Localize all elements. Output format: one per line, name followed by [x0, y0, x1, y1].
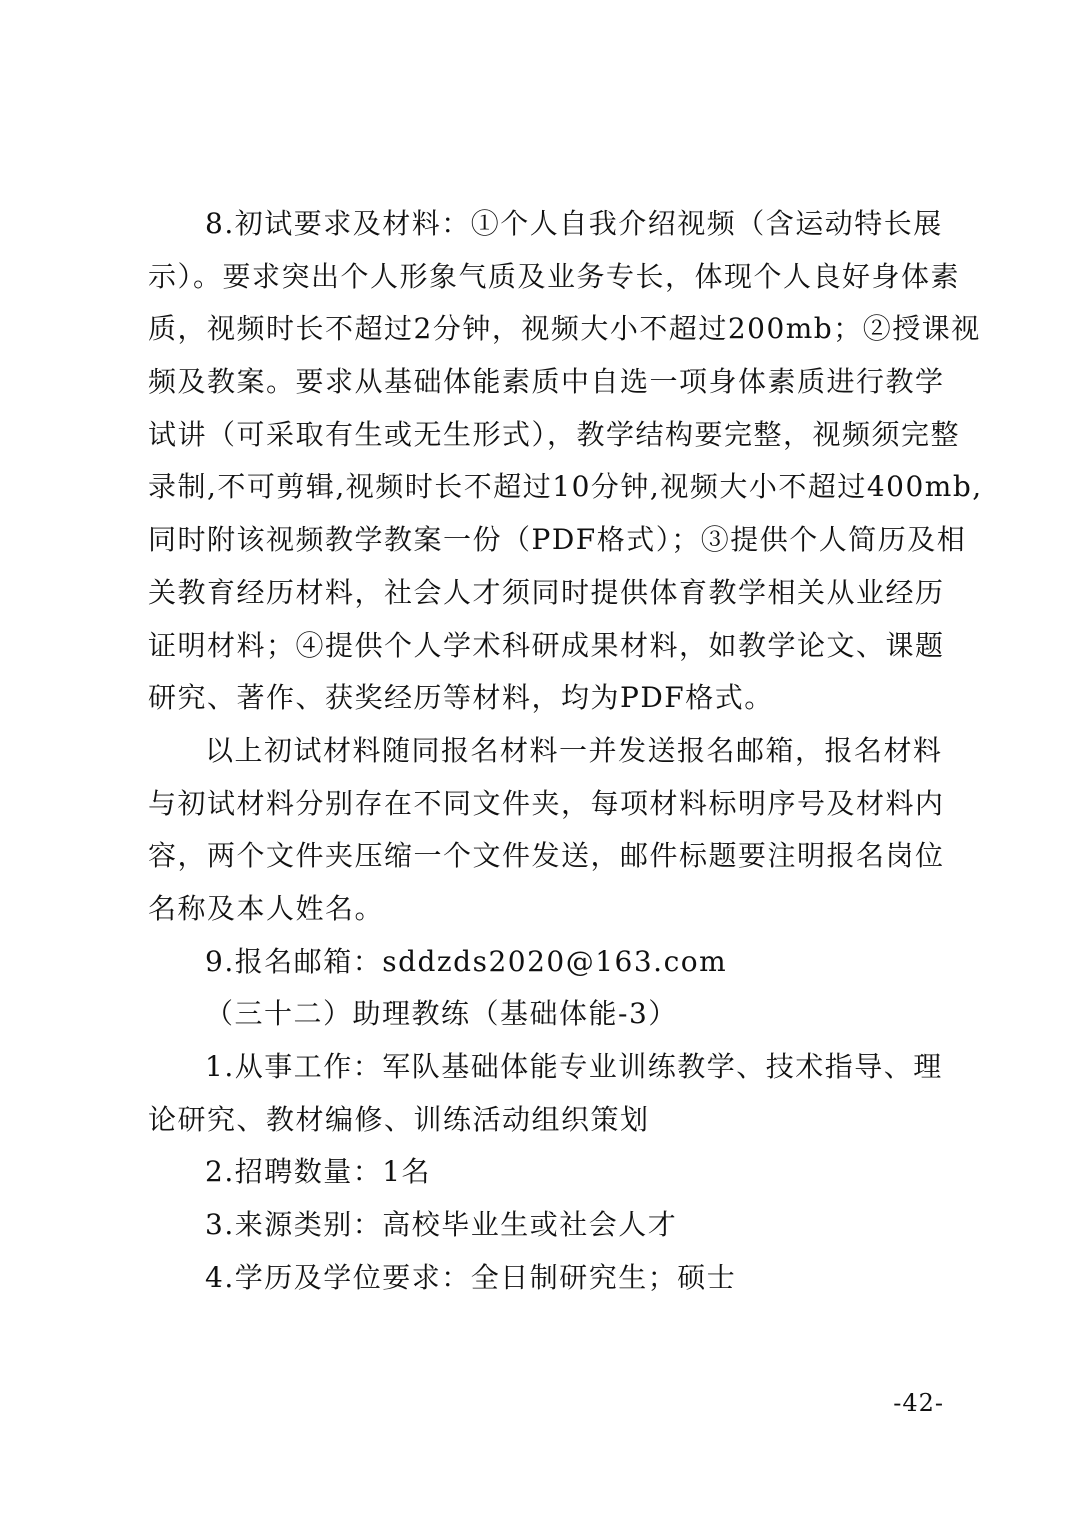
- section-heading: （三十二）助理教练（基础体能-3）: [205, 997, 678, 1031]
- page-number: -42-: [893, 1389, 944, 1417]
- text-line: 质，视频时长不超过2分钟，视频大小不超过200mb；②授课视: [148, 312, 981, 346]
- text-line: 关教育经历材料，社会人才须同时提供体育教学相关从业经历: [148, 575, 945, 609]
- text-line: 同时附该视频教学教案一份（PDF格式）；③提供个人简历及相: [148, 523, 967, 557]
- text-line: 2.招聘数量：1名: [205, 1155, 432, 1189]
- text-line: 名称及本人姓名。: [148, 891, 385, 925]
- text-line: 研究、著作、获奖经历等材料，均为PDF格式。: [148, 681, 774, 715]
- email-line: 9.报名邮箱：sddzds2020@163.com: [205, 944, 728, 978]
- text-line: 1.从事工作：军队基础体能专业训练教学、技术指导、理: [205, 1050, 943, 1083]
- text-line: 论研究、教材编修、训练活动组织策划: [148, 1102, 650, 1136]
- text-line: 与初试材料分别存在不同文件夹，每项材料标明序号及材料内: [148, 786, 945, 820]
- text-line: 3.来源类别：高校毕业生或社会人才: [205, 1208, 678, 1242]
- text-line: 示）。要求突出个人形象气质及业务专长，体现个人良好身体素: [148, 259, 961, 293]
- body-text: [148, 198, 983, 1304]
- text-line: 证明材料；④提供个人学术科研成果材料，如教学论文、课题: [148, 628, 945, 662]
- text-line: 8.初试要求及材料：①个人自我介绍视频（含运动特长展: [205, 207, 943, 240]
- text-line: 以上初试材料随同报名材料一并发送报名邮箱，报名材料: [205, 733, 943, 767]
- text-line: 试讲（可采取有生或无生形式），教学结构要完整，视频须完整: [148, 417, 961, 451]
- text-line: 4.学历及学位要求：全日制研究生；硕士: [205, 1260, 737, 1294]
- text-line: 频及教案。要求从基础体能素质中自选一项身体素质进行教学: [148, 365, 945, 399]
- text-line: 录制,不可剪辑,视频时长不超过10分钟,视频大小不超过400mb,: [148, 470, 983, 504]
- text-line: 容，两个文件夹压缩一个文件发送，邮件标题要注明报名岗位: [148, 839, 945, 873]
